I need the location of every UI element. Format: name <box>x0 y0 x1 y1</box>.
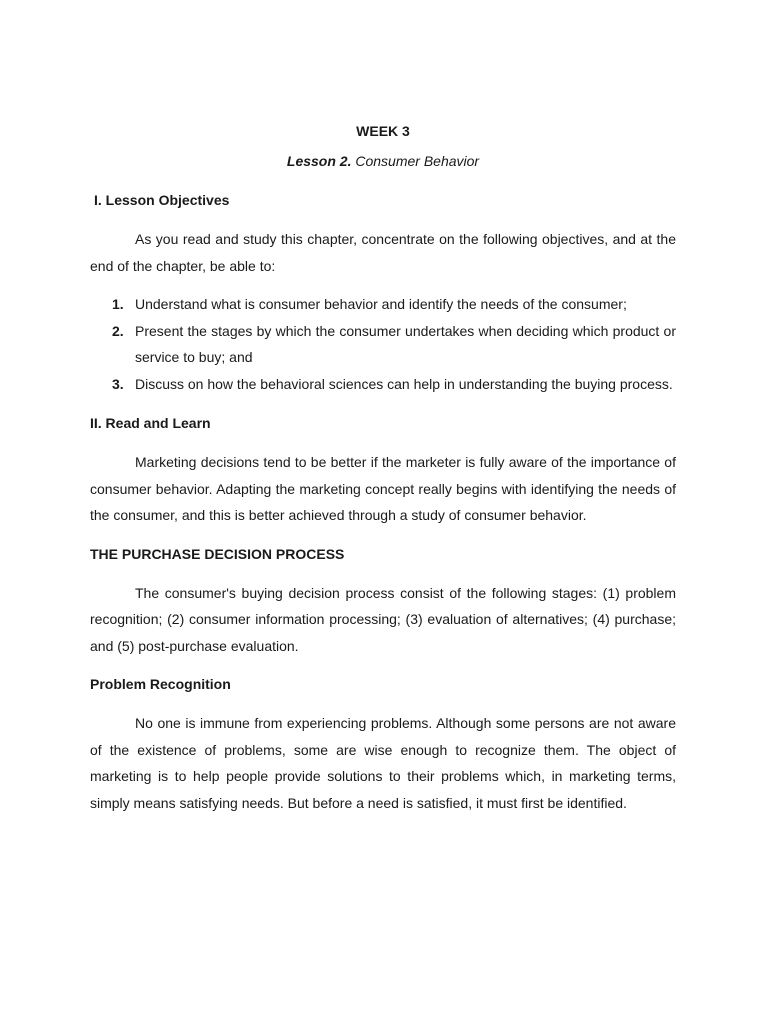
list-item-text: Discuss on how the behavioral sciences can help in understanding the buying process. <box>135 375 673 392</box>
list-item-number: 2. <box>112 322 124 339</box>
purchase-process-heading: THE PURCHASE DECISION PROCESS <box>90 545 345 562</box>
list-item-text: Understand what is consumer behavior and identify the needs of the consumer; <box>135 296 627 312</box>
list-item <box>90 371 676 398</box>
read-learn-body: Marketing decisions tend to be better if the marketer is fully aware of the importance of consumer behavior. Adapting the marketing concept really begins with identifying the needs of the consumer, and this is better achieved through a study of consumer behavior. <box>90 454 676 523</box>
read-learn-heading: II. Read and Learn <box>90 415 211 431</box>
list-item-text: Present the stages by which the consumer undertakes when deciding which product or service to buy; and <box>135 322 676 365</box>
problem-recognition-heading: Problem Recognition <box>90 676 231 692</box>
list-item <box>90 318 676 371</box>
lesson-name: Consumer Behavior <box>355 153 480 169</box>
purchase-process-body: The consumer's buying decision process consist of the following stages: (1) problem recognition; (2) consumer information processing; (3) evaluation of alternatives; (4) purchase; and (5) post-purchase evaluation. <box>90 584 676 654</box>
objectives-intro: As you read and study this chapter, concentrate on the following objectives, and at the end of the chapter, be able to: <box>90 231 676 274</box>
lesson-title <box>90 151 676 171</box>
lesson-label: Lesson 2. <box>286 153 352 169</box>
week-title: WEEK 3 <box>356 123 410 139</box>
list-item <box>90 291 676 318</box>
list-item-number: 1. <box>112 296 124 312</box>
problem-recognition-body: No one is immune from experiencing problems. Although some persons are not aware of the existence of problems, some are wise enough to recognize them. The object of marketing is to help people provide solutions to their problems which, in marketing terms, simply means satisfying needs. But before a need is satisfied, it must first be identified. <box>90 715 676 811</box>
objectives-list <box>90 291 676 397</box>
objectives-heading: I. Lesson Objectives <box>94 192 230 208</box>
document-content <box>90 121 676 816</box>
list-item-number: 3. <box>112 375 124 392</box>
